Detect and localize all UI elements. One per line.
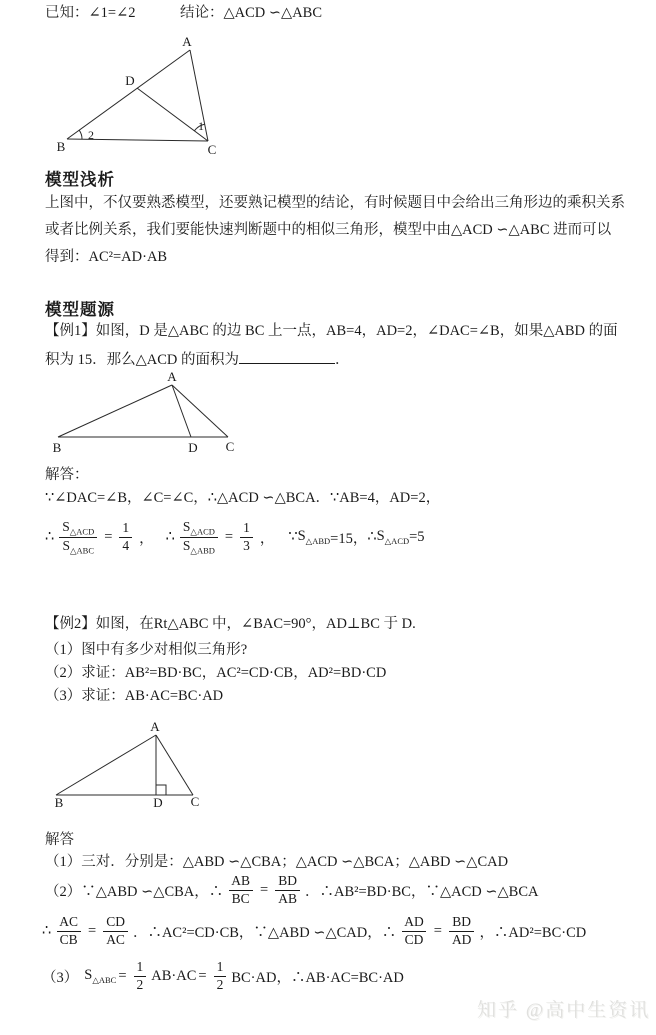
triangle-lines bbox=[58, 385, 228, 437]
example1-solution-line1: ∵∠DAC=∠B，∠C=∠C，∴△ACD ∽△BCA．∵AB=4，AD=2， bbox=[45, 490, 441, 506]
comma: ， bbox=[139, 530, 154, 547]
equals-sign: = bbox=[118, 967, 127, 984]
answer2-mid-text: ．∴AC²=CD·CB，∵△ABD ∽△CAD，∴ bbox=[132, 924, 397, 941]
fraction-denominator: $S_{\triangle ABD}$ bbox=[180, 537, 218, 556]
conclusion-statement: 结论：△ACD ∽△ABC bbox=[180, 5, 323, 21]
example1-statement-line2-text: 积为 15．那么△ACD 的面积为 bbox=[45, 352, 240, 368]
area-ratio-fraction-2 bbox=[180, 519, 218, 556]
cevian-ad bbox=[172, 385, 191, 437]
vertex-label-d: D bbox=[188, 440, 198, 455]
ratio-ad-cd: $\frac{AD}{CD}$ bbox=[401, 914, 427, 947]
ratio-bd-ab: $\frac{BD}{AB}$ bbox=[275, 873, 300, 906]
comma: ， bbox=[259, 530, 275, 547]
fraction-numerator: $S_{\triangle ACD}$ bbox=[182, 518, 215, 537]
section-title-analysis: 模型浅析 bbox=[45, 170, 115, 189]
example2-answer-3-row bbox=[42, 954, 404, 998]
zhihu-watermark: 知乎 @高中生资讯 bbox=[477, 1000, 651, 1021]
side-ba bbox=[67, 50, 190, 139]
example2-question-2: （2）求证：AB²=BD·BC，AC²=CD·CB，AD²=BD·CD bbox=[45, 665, 387, 681]
vertex-label-a: A bbox=[167, 369, 177, 384]
example1-statement-line2-period: ． bbox=[335, 352, 350, 368]
equals-sign: = bbox=[433, 922, 442, 939]
example1-triangle-diagram bbox=[40, 368, 260, 460]
cevian-dc bbox=[137, 88, 208, 141]
answer-blank bbox=[239, 349, 335, 364]
angle-2-label: 2 bbox=[88, 128, 94, 142]
side-ac bbox=[156, 735, 193, 795]
example2-question-3: （3）求证：AB·AC=BC·AD bbox=[45, 688, 224, 704]
example1-solution-title: 解答： bbox=[45, 467, 89, 483]
analysis-paragraph bbox=[45, 190, 625, 271]
ratio-bd-ad: $\frac{BD}{AD}$ bbox=[449, 914, 475, 947]
answer3-number: （3） bbox=[42, 969, 79, 986]
one-half-fraction: $\frac{1}{2}$ bbox=[214, 959, 227, 992]
vertex-label-c: C bbox=[207, 142, 217, 157]
equals-15-text: =15， bbox=[330, 530, 368, 547]
ratio-ab-bc: $\frac{AB}{BC}$ bbox=[228, 873, 253, 906]
ratio-ac-cb: $\frac{AC}{CB}$ bbox=[56, 914, 81, 947]
ratio-cd-ac: $\frac{CD}{AC}$ bbox=[103, 914, 128, 947]
vertex-label-b: B bbox=[52, 440, 62, 455]
vertex-label-a: A bbox=[150, 719, 160, 734]
therefore-symbol: ∴ bbox=[367, 528, 377, 545]
example2-solution-title: 解答 bbox=[45, 832, 74, 848]
product-ab-ac: AB·AC bbox=[151, 967, 197, 984]
equals-sign: = bbox=[88, 922, 97, 939]
vertex-label-d: D bbox=[153, 795, 163, 810]
fraction-denominator: $S_{\triangle ABC}$ bbox=[59, 537, 97, 556]
area-abc-term: $S_{\triangle ABC}$ bbox=[84, 966, 117, 985]
analysis-line-2: 或者比例关系，我们要能快速判断题中的相似三角形，模型中由△ACD ∽△ABC 进而可以 bbox=[45, 222, 612, 238]
example1-statement-line2 bbox=[45, 349, 350, 369]
section-title-source: 模型题源 bbox=[45, 300, 115, 319]
equals-sign: = bbox=[224, 528, 234, 545]
answer3-conclusion: BC·AD，∴AB·AC=BC·AD bbox=[231, 969, 404, 986]
therefore-symbol: ∴ bbox=[165, 528, 175, 545]
angle-1-label: 1 bbox=[198, 119, 204, 133]
example2-answer-2-row bbox=[45, 871, 538, 909]
area-acd-term: $S_{\triangle ACD}$ bbox=[376, 527, 410, 546]
area-ratio-fraction-1 bbox=[59, 519, 97, 556]
value-fraction-1-4: $\frac{1}{4}$ bbox=[119, 520, 132, 553]
side-ba bbox=[58, 385, 172, 437]
equals-sign: = bbox=[198, 967, 207, 984]
vertex-label-a: A bbox=[182, 34, 192, 49]
example1-statement-line1: 【例1】如图，D 是△ABC 的边 BC 上一点，AB=4，AD=2，∠DAC=∠B，如果△ABD 的面 bbox=[45, 323, 618, 339]
answer2-end-text: ，∴AD²=BC·CD bbox=[479, 924, 587, 941]
angle-2-arc bbox=[79, 130, 82, 139]
right-angle-mark bbox=[156, 785, 166, 795]
side-ac bbox=[172, 385, 228, 437]
equals-sign: = bbox=[260, 881, 269, 898]
example2-question-1: （1）图中有多少对相似三角形? bbox=[45, 642, 248, 658]
given-statement: 已知：∠1=∠2 bbox=[45, 5, 136, 21]
example2-triangle-diagram bbox=[40, 715, 220, 813]
value-fraction-1-3: $\frac{1}{3}$ bbox=[240, 520, 253, 553]
equals-5-text: =5 bbox=[409, 528, 425, 545]
triangle-lines bbox=[56, 735, 193, 795]
analysis-line-3: 得到：AC²=AD·AB bbox=[45, 249, 168, 265]
area-abd-term: $S_{\triangle ABD}$ bbox=[297, 527, 331, 546]
one-half-fraction: $\frac{1}{2}$ bbox=[134, 959, 147, 992]
because-symbol: ∵ bbox=[288, 528, 298, 545]
vertex-label-d: D bbox=[125, 73, 135, 88]
vertex-label-c: C bbox=[225, 439, 235, 454]
therefore-symbol: ∴ bbox=[45, 528, 55, 545]
analysis-line-1: 上图中，不仅要熟悉模型，还要熟记模型的结论，有时候题目中会给出三角形边的乘积关系 bbox=[45, 195, 625, 211]
vertex-label-c: C bbox=[190, 794, 200, 809]
answer2-tail-text: ．∴AB²=BD·BC，∵△ACD ∽△BCA bbox=[304, 883, 539, 900]
vertex-label-b: B bbox=[56, 139, 66, 154]
answer2-lead-text: （2）∵△ABD ∽△CBA，∴ bbox=[45, 883, 224, 900]
model-triangle-diagram bbox=[40, 28, 260, 160]
example2-statement: 【例2】如图，在Rt△ABC 中，∠BAC=90°，AD⊥BC 于 D. bbox=[45, 616, 416, 632]
example2-answer-2-continued-row bbox=[42, 911, 586, 951]
vertex-label-b: B bbox=[54, 795, 64, 810]
equals-sign: = bbox=[104, 528, 113, 545]
example2-answer-1: （1）三对．分别是：△ABD ∽△CBA；△ACD ∽△BCA；△ABD ∽△CAD bbox=[45, 854, 509, 870]
fraction-numerator: $S_{\triangle ACD}$ bbox=[62, 518, 95, 537]
therefore-symbol: ∴ bbox=[42, 922, 52, 939]
example1-solution-fraction-row bbox=[45, 510, 425, 564]
side-ba bbox=[56, 735, 156, 795]
